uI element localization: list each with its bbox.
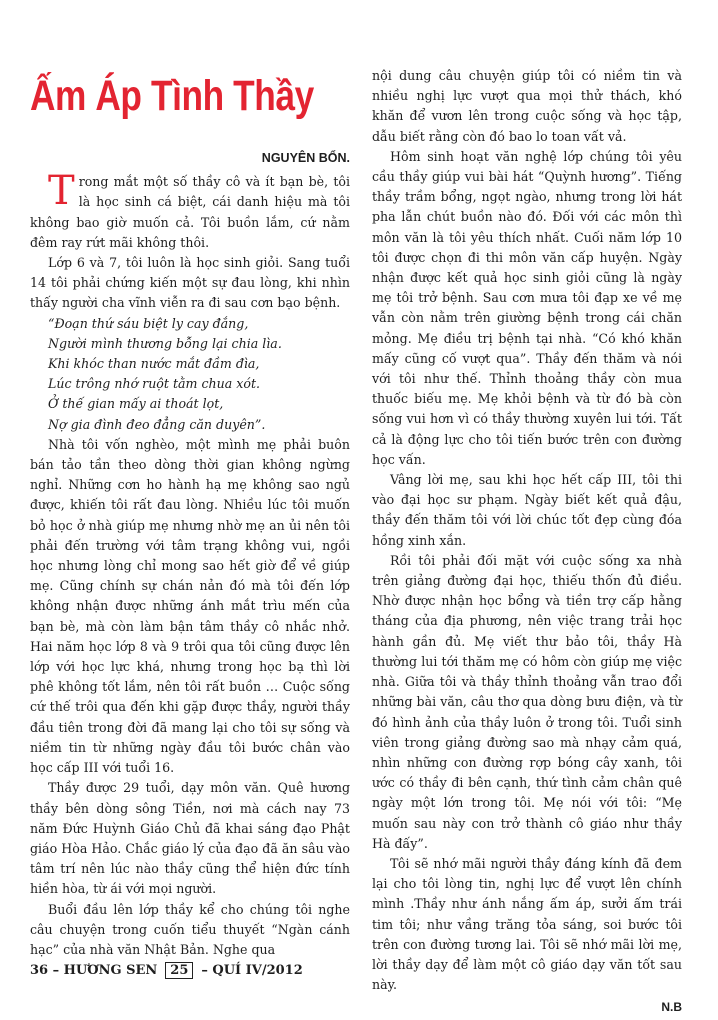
article-title: Ấm Áp Tình Thầy	[30, 72, 314, 120]
paragraph-10: Tôi sẽ nhớ mãi người thầy đáng kính đã đem lại cho tôi lòng tin, nghị lực để vượt lên chính mình .Thầy như ánh nắng ấm áp, sưởi ấm trái tim tôi; như vầng trăng tỏa sáng, soi bước tôi trên con đường tương lai. Tôi sẽ nhớ mãi lời mẹ, lời thầy dạy để làm một cô giáo dạy văn tốt sau này.	[372, 855, 682, 993]
poem-line: Lúc trông nhớ ruột tằm chua xót.	[48, 376, 261, 392]
left-column	[30, 66, 350, 960]
page-footer	[30, 962, 303, 979]
drop-cap: T	[48, 168, 75, 215]
poem-line: “Đoạn thứ sáu biệt ly cay đắng,	[48, 315, 249, 331]
signature: N.B	[661, 1000, 682, 1015]
paragraph-4: Thầy được 29 tuổi, dạy môn văn. Quê hương thầy bên dòng sông Tiền, nơi mà cách nay 73 năm Đức Huỳnh Giáo Chủ đã khai sáng đạo Phật giáo Hòa Hảo. Chắc giáo lý của đạo đã ăn sâu vào tâm trí nên lúc nào thầy cũng thể hiện đức tính hiền hòa, từ ái với mọi người.	[30, 780, 350, 897]
paragraph-1	[30, 168, 350, 253]
paragraph-6: nội dung câu chuyện giúp tôi có niềm tin và nhiều nghị lực vượt qua mọi thử thách, khó khăn để vươn lên trong cuộc sống và học tập, dẫu biết rằng còn đó bao lo toan vất vả.	[372, 68, 682, 144]
poem-line: Người mình thương bỗng lại chia lìa.	[48, 335, 282, 351]
poem-line: Ở thế gian mấy ai thoát lọt,	[48, 396, 224, 412]
paragraph-8: Vâng lời mẹ, sau khi học hết cấp III, tôi thi vào đại học sư phạm. Ngày biết kết quả đậu, thầy đến thăm tôi với lời chúc tốt đẹp cùng đóa hồng xinh xắn.	[372, 472, 682, 548]
footer-issue: – QUÍ IV/2012	[201, 963, 303, 978]
paragraph-9: Rồi tôi phải đối mặt với cuộc sống xa nhà trên giảng đường đại học, thiếu thốn đủ điều. Nhờ được nhận học bổng và tiền trợ cấp hằng tháng của địa phương, nên việc trang trải học hành gần đủ. Mẹ viết thư bảo tôi, thầy Hà thường lui tới thăm mẹ có hôm còn giúp mẹ việc nhà. Giữa tôi và thầy thỉnh thoảng vẫn trao đổi những bài văn, câu thơ qua dòng bưu điện, và từ đó hình ảnh của thầy luôn ở trong tôi. Tuổi sinh viên trong giảng đường sao mà nhạy cảm quá, nhìn những con đường rợp bóng cây xanh, tôi ước có thầy đi bên cạnh, thứ tình cảm chân quê ngày một lớn trong tôi. Mẹ nói với tôi: “Mẹ muốn sau này con trở thành cô giáo như thầy Hà đấy”.	[372, 552, 682, 851]
poem-line: Khi khóc than nước mắt đầm đìa,	[48, 356, 260, 372]
paragraph-2: Lớp 6 và 7, tôi luôn là học sinh giỏi. Sang tuổi 14 tôi phải chứng kiến một sự đau lòng, khi nhìn thấy người cha vĩnh viễn ra đi sau cơn bạo bệnh.	[30, 255, 350, 311]
paragraph-7: Hôm sinh hoạt văn nghệ lớp chúng tôi yêu cầu thầy giúp vui bài hát “Quỳnh hương”. Tiếng thầy trầm bổng, ngọt ngào, nhưng trong lời hát pha lẫn chút buồn nào đó. Đối với các môn thì môn văn là tôi yêu thích nhất. Cuối năm lớp 10 tôi được chọn đi thi môn văn cấp huyện. Ngày nhận được kết quả học sinh giỏi cũng là ngày mẹ tôi trở bệnh. Sau cơn mưa tôi đạp xe về mẹ vẫn còn nằm trên giường bệnh trong cái chăn mỏng. Mẹ điều trị bệnh tại nhà. “Có khó khăn mấy cũng cố vượt qua”. Thầy đến thăm và nói với tôi như thế. Thỉnh thoảng thầy còn mua thuốc biếu mẹ. Mẹ khỏi bệnh và từ đó bà còn sống vui hơn vì có thầy thường xuyên lui tới. Tất cả là động lực cho tôi tiến bước trên con đường học vấn.	[372, 148, 682, 467]
poem-line: Nợ gia đình đeo đẳng căn duyên”.	[48, 416, 266, 432]
paragraph-3: Nhà tôi vốn nghèo, một mình mẹ phải buôn bán tảo tần theo dòng thời gian không ngừng nghỉ. Những cơn ho hành hạ mẹ không sao ngủ được, khiến tôi rất đau lòng. Nhiều lúc tôi muốn bỏ học ở nhà giúp mẹ nhưng nhờ mẹ an ủi nên tôi phải đến trường với tâm trạng không vui, ngồi học nhưng lòng chỉ mong sao hết giờ để về giúp mẹ. Cũng chính sự chán nản đó mà tôi đến lớp không nhận được những ánh mắt trìu mến của bạn bè, mà còn làm bận tâm thầy cô nhắc nhở. Hai năm học lớp 8 và 9 trôi qua tôi cũng được lên lớp với học lực khá, nhưng trong học bạ thì lời phê không tốt lắm, nên tôi rất buồn … Cuộc sống cứ thế trôi qua đến khi gặp được thầy, người thầy đầu tiên trong đời đã mang lại cho tôi sự sống và niềm tin từ những ngày đầu tôi bước chân vào học cấp III với tuổi 16.	[30, 436, 350, 776]
author-name: NGUYÊN BỔN.	[261, 151, 350, 165]
paragraph-1-text: rong mắt một số thầy cô và ít bạn bè, tôi là học sinh cá biệt, cái danh hiệu mà tôi không bao giờ muốn cả. Tôi buồn lắm, cứ nằm đêm ray rứt mãi không thôi.	[30, 174, 350, 250]
poem	[30, 314, 350, 435]
right-column	[372, 66, 682, 1018]
footer-magazine: 36 – HƯƠNG SEN	[30, 963, 158, 978]
page-number: 25	[165, 962, 193, 979]
paragraph-5: Buổi đầu lên lớp thầy kể cho chúng tôi nghe câu chuyện trong cuốn tiểu thuyết “Ngàn cánh hạc” của nhà văn Nhật Bản. Nghe qua	[30, 901, 350, 957]
